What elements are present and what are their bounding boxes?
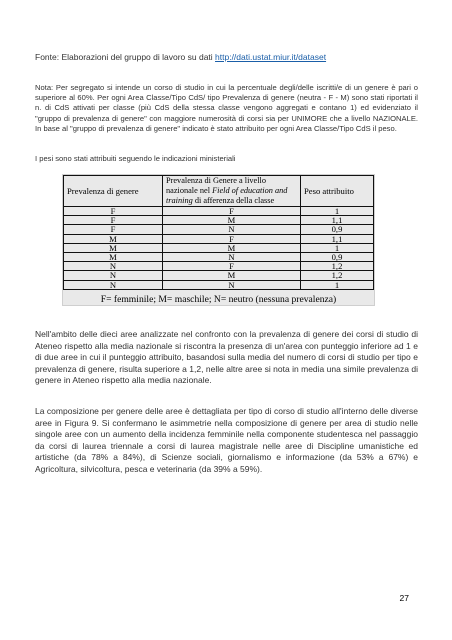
cell-gender-prevalence: M — [64, 243, 163, 252]
paragraph-composition: La composizione per genere delle aree è dettagliata per tipo di corso di studio all'interno delle diverse aree in Figura 9. Si confermano le asimmetrie nella composizione di genere per area di studio nelle singole aree con un aumento della incidenza femminile nella componente studentesca nel passaggio da corsi di laurea triennale a corsi di laurea magistrale nelle aree di Discipline umanistiche ed artistiche (da 78% a 84%), di Scienze sociali, giornalismo e informazione (da 53% a 67%) e Agricoltura, silvicoltura, pesca e veterinaria (da 39% a 59%). — [35, 406, 418, 474]
table-row — [64, 234, 374, 243]
table-row — [64, 271, 374, 280]
table-body — [64, 207, 374, 290]
source-line — [35, 52, 418, 64]
weights-intro: I pesi sono stati attribuiti seguendo le indicazioni ministeriali — [35, 154, 236, 163]
cell-national-prevalence: M — [163, 271, 301, 280]
table-row — [64, 207, 374, 216]
header-weight: Peso attribuito — [301, 176, 374, 207]
cell-gender-prevalence: F — [64, 207, 163, 216]
cell-gender-prevalence: M — [64, 253, 163, 262]
header-national-prevalence — [163, 176, 301, 207]
weights-table-image — [62, 174, 375, 306]
cell-gender-prevalence: M — [64, 234, 163, 243]
weights-table — [63, 175, 374, 290]
cell-gender-prevalence: N — [64, 271, 163, 280]
cell-national-prevalence: F — [163, 234, 301, 243]
table-row — [64, 225, 374, 234]
cell-gender-prevalence: F — [64, 225, 163, 234]
cell-national-prevalence: F — [163, 262, 301, 271]
cell-national-prevalence: M — [163, 216, 301, 225]
table-row — [64, 280, 374, 289]
table-legend: F= femminile; M= maschile; N= neutro (nessuna prevalenza) — [100, 294, 337, 305]
cell-weight: 1,1 — [301, 216, 374, 225]
header-national-tail: di afferenza della classe — [194, 196, 275, 205]
cell-gender-prevalence: F — [64, 216, 163, 225]
header-gender-prevalence: Prevalenza di genere — [64, 176, 163, 207]
cell-weight: 1 — [301, 243, 374, 252]
cell-weight: 1,2 — [301, 262, 374, 271]
source-link[interactable]: http://dati.ustat.miur.it/dataset — [215, 52, 327, 62]
methodology-note: Nota: Per segregato si intende un corso di studio in cui la percentuale degli/delle iscritti/e di un genere è pari o superiore al 60%. Per ogni Area Classe/Tipo CdS/ tipo Prevalenza di genere (neutra - F - M) sono stati riportati il n. di CdS attivati per classe (più CdS della stessa classe vengono aggregati e contano 1) ed evidenziato il "gruppo di prevalenza di genere" con maggiore numerosità di corsi sia per UNIMORE che a livello NAZIONALE. In base al "gruppo di prevalenza di genere" indicato è stato attribuito per ogni Area Classe/Tipo CdS il peso. — [35, 83, 418, 133]
cell-weight: 1,2 — [301, 271, 374, 280]
header-national-italic: Field of education and training — [166, 186, 288, 205]
table-header-row — [64, 176, 374, 207]
cell-weight: 1 — [301, 207, 374, 216]
header-national-line1: Prevalenza di Genere a livello nazionale nel — [166, 176, 266, 195]
cell-national-prevalence: F — [163, 207, 301, 216]
cell-national-prevalence: N — [163, 253, 301, 262]
cell-national-prevalence: N — [163, 225, 301, 234]
source-prefix: Fonte: Elaborazioni del gruppo di lavoro su dati — [35, 52, 216, 62]
cell-gender-prevalence: N — [64, 262, 163, 271]
table-row — [64, 216, 374, 225]
cell-national-prevalence: M — [163, 243, 301, 252]
cell-national-prevalence: N — [163, 280, 301, 289]
cell-weight: 0,9 — [301, 225, 374, 234]
cell-weight: 1,1 — [301, 234, 374, 243]
paragraph-analysis: Nell'ambito delle dieci aree analizzate nel confronto con la prevalenza di genere dei corsi di studio di Ateneo rispetto alla media nazionale si riscontra la presenza di un'area con punteggio inferiore ad 1 e di due aree in cui il punteggio attribuito, basandosi sulla media del numero di corsi di studio per tipo e prevalenza di genere, risulta superiore a 1,2, nelle altre aree si nota in media una simile prevalenza di genere in Ateneo rispetto alla media nazionale. — [35, 329, 418, 386]
cell-gender-prevalence: N — [64, 280, 163, 289]
cell-weight: 0,9 — [301, 253, 374, 262]
cell-weight: 1 — [301, 280, 374, 289]
page-number: 27 — [399, 593, 409, 603]
